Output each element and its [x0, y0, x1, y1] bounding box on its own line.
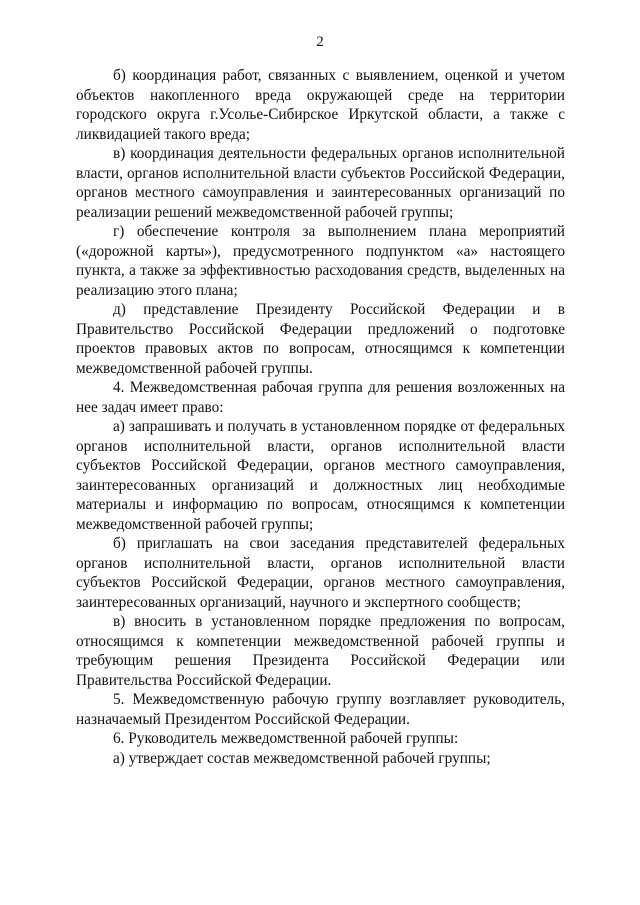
- paragraph-1b-coordination-harm: б) координация работ, связанных с выявлением, оценкой и учетом объектов накопленного вреда окружающей среде на территории городского округа г.Усолье-Сибирское Иркутской области, а также с ликвидацией такого вреда;: [76, 67, 565, 143]
- paragraph-6a-approve-composition: а) утверждает состав межведомственной рабочей группы;: [113, 749, 491, 767]
- paragraph-1v-coordination-authorities: в) координация деятельности федеральных органов исполнительной власти, органов исполнительной власти субъектов Российской Федерации, органов местного самоуправления и заинтересованных организаций по реализации решений межведомственной рабочей группы;: [76, 145, 565, 221]
- paragraph-1d-proposals: д) представление Президенту Российской Федерации и в Правительство Российской Федерации предложений о подготовке проектов правовых актов по вопросам, относящимся к компетенции межведомственной рабочей группы.: [76, 301, 565, 377]
- paragraph-4b-invite-representatives: б) приглашать на свои заседания представителей федеральных органов исполнительной власти, органов исполнительной власти субъектов Российской Федерации, органов местного самоуправления, заинтересованных организаций, научного и экспертного сообществ;: [76, 535, 565, 611]
- paragraph-6-head-duties: 6. Руководитель межведомственной рабочей группы:: [113, 730, 459, 747]
- paragraph-5-head: 5. Межведомственную рабочую группу возглавляет руководитель, назначаемый Президентом Российской Федерации.: [76, 691, 565, 728]
- paragraph-4-rights-intro: 4. Межведомственная рабочая группа для решения возложенных на нее задач имеет право:: [76, 379, 565, 416]
- paragraph-4v-submit-proposals: в) вносить в установленном порядке предложения по вопросам, относящимся к компетенции межведомственной рабочей группы и требующим решения Президента Российской Федерации или Правительства Российской Федерации.: [76, 613, 565, 689]
- document-body: [76, 66, 565, 768]
- paragraph-4a-request-materials: а) запрашивать и получать в установленном порядке от федеральных органов исполнительной власти, органов исполнительной власти субъектов Российской Федерации, органов местного самоуправления, заинтересованных организаций и должностных лиц необходимые материалы и информацию по вопросам, относящимся к компетенции межведомственной рабочей группы;: [76, 418, 565, 533]
- paragraph-1g-roadmap-control: г) обеспечение контроля за выполнением плана мероприятий («дорожной карты»), предусмотренного подпунктом «а» настоящего пункта, а также за эффективностью расходования средств, выделенных на реализацию этого плана;: [76, 223, 565, 299]
- page-number: 2: [316, 34, 324, 50]
